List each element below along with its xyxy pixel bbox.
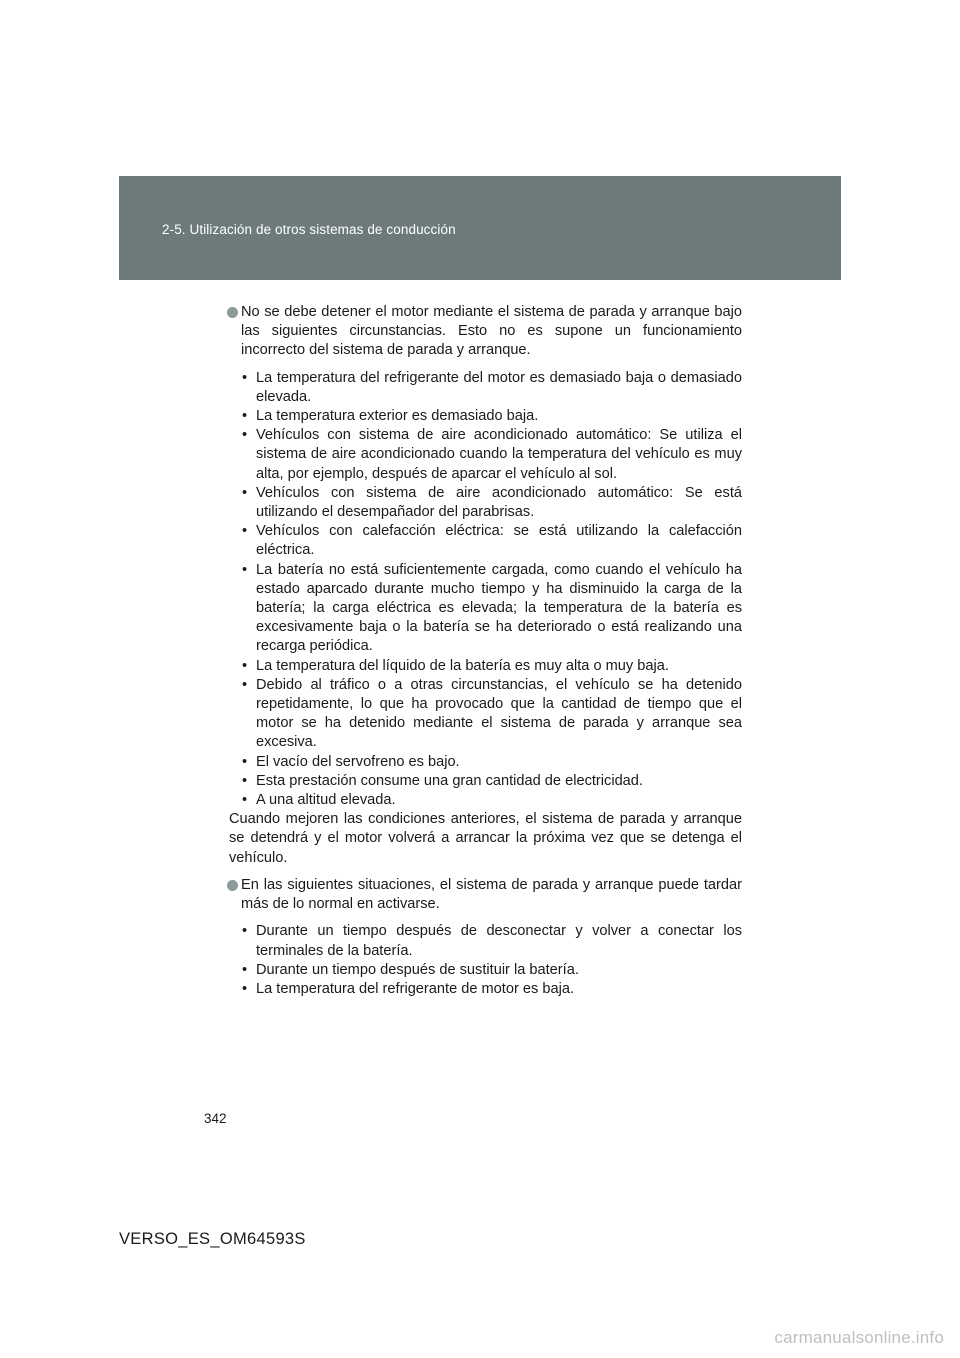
- list-item: • Vehículos con calefacción eléctrica: se está utilizando la calefacción eléctrica.: [242, 523, 742, 559]
- list-item: • La temperatura del refrigerante de motor es baja.: [242, 980, 574, 997]
- list-item: • Durante un tiempo después de desconectar y volver a conectar los terminales de la batería.: [242, 923, 742, 959]
- watermark: carmanualsonline.info: [774, 1328, 944, 1347]
- section-header-band: [119, 176, 841, 280]
- list-item: • Vehículos con sistema de aire acondicionado automático: Se utiliza el sistema de aire acondicionado cuando la temperatura del vehículo es muy alta, por ejemplo, después de aparcar el vehículo al sol.: [242, 427, 742, 482]
- list-item: • Debido al tráfico o a otras circunstancias, el vehículo se ha detenido repetidamente, lo que ha provocado que la cantidad de tiempo que el motor se ha detenido mediante el sistema de parada y arranque sea excesiva.: [242, 676, 742, 751]
- bullet-text: En las siguientes situaciones, el sistema de parada y arranque puede tardar más de lo normal en activarse.: [241, 876, 742, 913]
- section-title: 2-5. Utilización de otros sistemas de conducción: [162, 222, 456, 237]
- list-item: • A una altitud elevada.: [242, 792, 396, 809]
- list-item: • La batería no está suficientemente cargada, como cuando el vehículo ha estado aparcado durante mucho tiempo y ha disminuido la carga de la batería; la carga eléctrica es elevada; la temperatura de la batería es excesivamente baja o la batería se ha deteriorado o está realizando una recarga periódica.: [242, 561, 742, 655]
- page-content: [229, 303, 742, 999]
- bullet-dot-icon: [227, 307, 238, 318]
- list-item: • Durante un tiempo después de sustituir la batería.: [242, 961, 579, 978]
- situation-list: [229, 922, 742, 999]
- list-item: • La temperatura exterior es demasiado baja.: [242, 408, 539, 425]
- followup-paragraph: Cuando mejoren las condiciones anteriores, el sistema de parada y arranque se detendrá y el motor volverá a arrancar la próxima vez que se detenga el vehículo.: [229, 811, 742, 866]
- document-code: VERSO_ES_OM64593S: [119, 1230, 306, 1248]
- list-item: • Esta prestación consume una gran cantidad de electricidad.: [242, 772, 643, 789]
- bullet-paragraph: [229, 876, 742, 914]
- list-item: • La temperatura del líquido de la batería es muy alta o muy baja.: [242, 657, 669, 674]
- list-item: • Vehículos con sistema de aire acondicionado automático: Se está utilizando el desempañador del parabrisas.: [242, 484, 742, 521]
- bullet-text: No se debe detener el motor mediante el sistema de parada y arranque bajo las siguientes circunstancias. Esto no es supone un funcionamiento incorrecto del sistema de parada y arranque.: [241, 304, 742, 359]
- bullet-dot-icon: [227, 880, 238, 891]
- condition-list: [229, 369, 742, 811]
- list-item: • La temperatura del refrigerante del motor es demasiado baja o demasiado elevada.: [242, 369, 742, 405]
- bullet-paragraph: [229, 303, 742, 361]
- page-number: 342: [204, 1111, 227, 1126]
- list-item: • El vacío del servofreno es bajo.: [242, 753, 460, 770]
